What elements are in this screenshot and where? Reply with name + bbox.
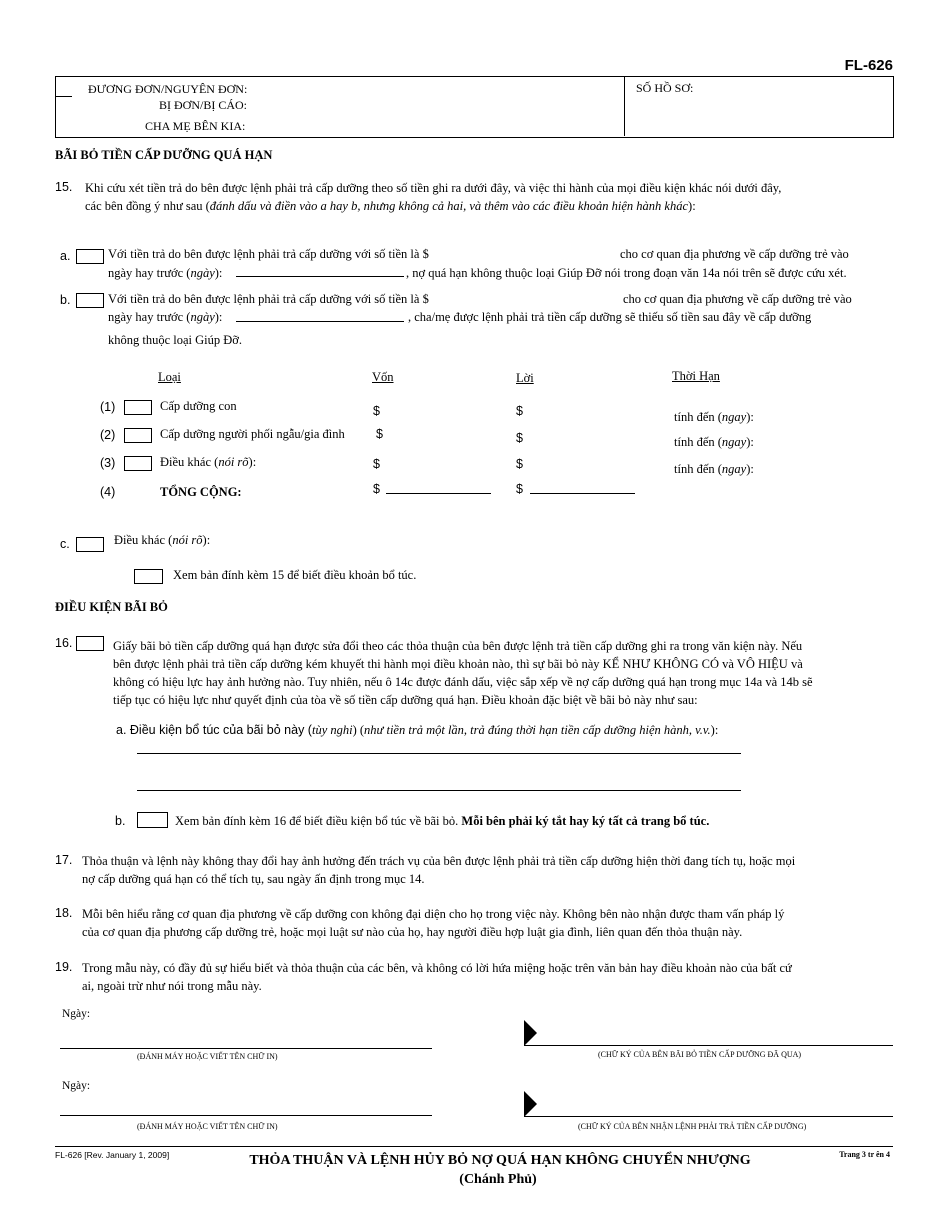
item16-number: 16.: [55, 636, 73, 650]
attachment15-text: Xem bản đính kèm 15 để biết điều khoản bổ túc.: [173, 568, 417, 582]
item17-number: 17.: [55, 853, 73, 867]
row1-checkbox[interactable]: [124, 400, 152, 415]
item18-number: 18.: [55, 906, 73, 920]
item19-number: 19.: [55, 960, 73, 974]
row3-label: Điều khác (nói rõ):: [160, 455, 257, 469]
item15b-letter: b.: [60, 293, 71, 307]
row2-checkbox[interactable]: [124, 428, 152, 443]
item16b-text: Xem bản đính kèm 16 để biết điều kiện bổ túc về bãi bỏ. Mỗi bên phải ký tắt hay ký tất cả trang bổ túc.: [175, 814, 710, 828]
section-waiver-heading: BÃI BỎ TIỀN CẤP DƯỠNG QUÁ HẠN: [55, 148, 273, 162]
total-principal-dollar: $: [373, 482, 380, 496]
section-conditions-heading: ĐIỀU KIỆN BÃI BỎ: [55, 600, 168, 614]
col-interest-header: Lời: [516, 371, 534, 385]
item15-number: 15.: [55, 180, 73, 194]
item18-line1: Mỗi bên hiểu rằng cơ quan địa phương về cấp dưỡng con không đại diện cho họ trong việc này. Không bên nào nhận được tham vấn pháp lý: [82, 907, 785, 921]
footer-subtitle: (Chánh Phủ): [459, 1172, 537, 1187]
col-term-header: Thời Hạn: [672, 369, 720, 383]
item15a-line2-end: , nợ quá hạn không thuộc loại Giúp Đỡ nói trong đoạn văn 14a nói trên sẽ được cứu xét.: [406, 266, 847, 280]
item15a-line1: Với tiền trả do bên được lệnh phải trả cấp dưỡng với số tiền là $: [108, 247, 429, 261]
attachment16-checkbox[interactable]: [137, 812, 168, 828]
name-field-2[interactable]: [60, 1115, 432, 1116]
row3-num: (3): [100, 456, 116, 470]
item18-line2: của cơ quan địa phương cấp dưỡng trẻ, hoặc mọi luật sư nào của họ, hay người điều hợp luật gia đình, liên quan đến thỏa thuận này.: [82, 925, 743, 939]
total-interest-dollar: $: [516, 482, 523, 496]
caption-short-line: [56, 96, 72, 97]
item15-line1: Khi cứu xét tiền trả do bên được lệnh phải trả cấp dưỡng theo số tiền ghi ra dưới đây, và việc thi hành của mọi điều kiện khác nói dưới đây,: [85, 181, 782, 195]
row3-principal[interactable]: $: [373, 457, 380, 471]
total-principal-field[interactable]: [386, 493, 491, 494]
respondent-label: BỊ ĐƠN/BỊ CÁO:: [159, 98, 248, 112]
name-field-1[interactable]: [60, 1048, 432, 1049]
other-parent-label: CHA MẸ BÊN KIA:: [145, 119, 246, 133]
total-interest-field[interactable]: [530, 493, 635, 494]
item16-line3: không có hiệu lực hay ảnh hưởng nào. Tuy nhiên, nếu ô 14c được đánh dấu, việc sắp xếp về nợ cấp dưỡng quá hạn trong mục 14a và 14b sẽ: [113, 675, 813, 689]
row2-label: Cấp dưỡng người phối ngẫu/gia đình: [160, 427, 345, 441]
item15a-letter: a.: [60, 249, 71, 263]
item19-line1: Trong mẫu này, có đầy đủ sự hiểu biết và thỏa thuận của các bên, và không có lời hứa miệng hoặc trên văn bản hay điều khoản nào của bất cứ: [82, 961, 792, 975]
item15c-text: Điều khác (nói rõ):: [114, 533, 211, 547]
col-principal-header: Vốn: [372, 370, 394, 384]
row2-term: tính đến (ngay):: [674, 435, 754, 449]
row1-term: tính đến (ngay):: [674, 410, 754, 424]
name-caption-2: (ĐÁNH MÁY HOẶC VIẾT TÊN CHỮ IN): [137, 1122, 278, 1131]
item16a-line2-field[interactable]: [137, 790, 741, 791]
item16-line1: Giấy bãi bỏ tiền cấp dưỡng quá hạn được sửa đổi theo các thỏa thuận của bên được lệnh trả tiền cấp dưỡng ghi ra trong văn kiện này. Nếu: [113, 639, 803, 653]
item16b-letter: b.: [115, 814, 126, 828]
item15c-letter: c.: [60, 537, 70, 551]
item16a-line1-field[interactable]: [137, 753, 741, 754]
signature-field-1[interactable]: [524, 1045, 893, 1046]
signature-field-2[interactable]: [524, 1116, 893, 1117]
footer-rule: [55, 1146, 893, 1147]
item17-line2: nợ cấp dưỡng quá hạn có thể tích tụ, sau ngày ấn định trong mục 14.: [82, 872, 425, 886]
footer-page: Trang 3 tr ên 4: [839, 1150, 890, 1159]
date-label-2: Ngày:: [62, 1080, 91, 1092]
form-code: FL-626: [844, 57, 893, 74]
row3-checkbox[interactable]: [124, 456, 152, 471]
case-number-field[interactable]: [626, 96, 890, 134]
name-caption-1: (ĐÁNH MÁY HOẶC VIẾT TÊN CHỮ IN): [137, 1052, 278, 1061]
total-label: TỔNG CỘNG:: [160, 485, 242, 499]
signature-arrow-icon-1: [524, 1020, 537, 1046]
row2-interest[interactable]: $: [516, 431, 523, 445]
total-num: (4): [100, 485, 116, 499]
caption-divider: [624, 76, 625, 136]
item15b-amount-field[interactable]: [480, 293, 615, 308]
item16-checkbox[interactable]: [76, 636, 104, 651]
item15c-checkbox[interactable]: [76, 537, 104, 552]
signature-caption-1: (CHỮ KÝ CỦA BÊN BÃI BỎ TIỀN CẤP DƯỠNG ĐÃ QUA): [598, 1050, 802, 1059]
item15b-line1-end: cho cơ quan địa phương về cấp dưỡng trẻ vào: [623, 292, 852, 306]
item15b-line1: Với tiền trả do bên được lệnh phải trả cấp dưỡng với số tiền là $: [108, 292, 429, 306]
item15a-line1-end: cho cơ quan địa phương về cấp dưỡng trẻ vào: [620, 247, 849, 261]
item16-line2: bên được lệnh phải trả tiền cấp dưỡng kém khuyết thi hành mọi điều khoản nào, thì sự bãi bỏ này KỂ NHƯ KHÔNG CÓ và VÔ HIỆU và: [113, 657, 803, 671]
item15a-amount-field[interactable]: [480, 248, 615, 263]
item15a-line2: ngày hay trước (ngày):: [108, 266, 223, 280]
item15b-checkbox[interactable]: [76, 293, 104, 308]
item19-line2: ai, ngoài trừ như nói trong mẫu này.: [82, 979, 262, 993]
case-number-label: SỐ HỒ SƠ:: [636, 81, 694, 95]
item16-line4: tiếp tục có hiệu lực như quyết định của tòa về số tiền cấp dưỡng quá hạn. Điều khoản đặc biệt về bãi bỏ này như sau:: [113, 693, 698, 707]
date-label-1: Ngày:: [62, 1008, 91, 1020]
col-type-header: Loại: [158, 370, 181, 384]
petitioner-label: ĐƯƠNG ĐƠN/NGUYÊN ĐƠN:: [88, 82, 248, 96]
item17-line1: Thỏa thuận và lệnh này không thay đổi hay ảnh hưởng đến trách vụ của bên được lệnh phải trả tiền cấp dưỡng hiện thời đang tích tụ, hoặc mọi: [82, 854, 796, 868]
row1-num: (1): [100, 400, 116, 414]
item15b-date-field[interactable]: [236, 321, 404, 322]
item15b-line3: không thuộc loại Giúp Đỡ.: [108, 333, 243, 347]
footer-title: THỎA THUẬN VÀ LỆNH HỦY BỎ NỢ QUÁ HẠN KHÔNG CHUYỂN NHƯỢNG: [249, 1153, 751, 1168]
item15b-line2: ngày hay trước (ngày):: [108, 310, 223, 324]
signature-arrow-icon-2: [524, 1091, 537, 1117]
row2-num: (2): [100, 428, 116, 442]
item15a-date-field[interactable]: [236, 276, 404, 277]
item15-line2: các bên đồng ý như sau (đánh dấu và điền vào a hay b, nhưng không cả hai, và thêm vào các điều khoản hiện hành khác):: [85, 199, 696, 213]
row1-interest[interactable]: $: [516, 404, 523, 418]
row3-interest[interactable]: $: [516, 457, 523, 471]
item15b-line2-end: , cha/mẹ được lệnh phải trả tiền cấp dưỡng sẽ thiếu số tiền sau đây về cấp dưỡng: [408, 310, 812, 324]
signature-caption-2: (CHỮ KÝ CỦA BÊN NHẬN LỆNH PHẢI TRẢ TIỀN CẤP DƯỠNG): [578, 1122, 807, 1131]
row1-label: Cấp dưỡng con: [160, 399, 237, 413]
row3-term: tính đến (ngay):: [674, 462, 754, 476]
item16a-text: a. Điều kiện bổ túc của bãi bỏ này (tùy nghi) (như tiền trả một lần, trả đúng thời hạn tiền cấp dưỡng hiện hành, v.v.):: [116, 723, 719, 737]
footer-revision: FL-626 [Rev. January 1, 2009]: [55, 1150, 170, 1160]
item15a-checkbox[interactable]: [76, 249, 104, 264]
row1-principal[interactable]: $: [373, 404, 380, 418]
row2-principal[interactable]: $: [376, 427, 383, 441]
attachment15-checkbox[interactable]: [134, 569, 163, 584]
